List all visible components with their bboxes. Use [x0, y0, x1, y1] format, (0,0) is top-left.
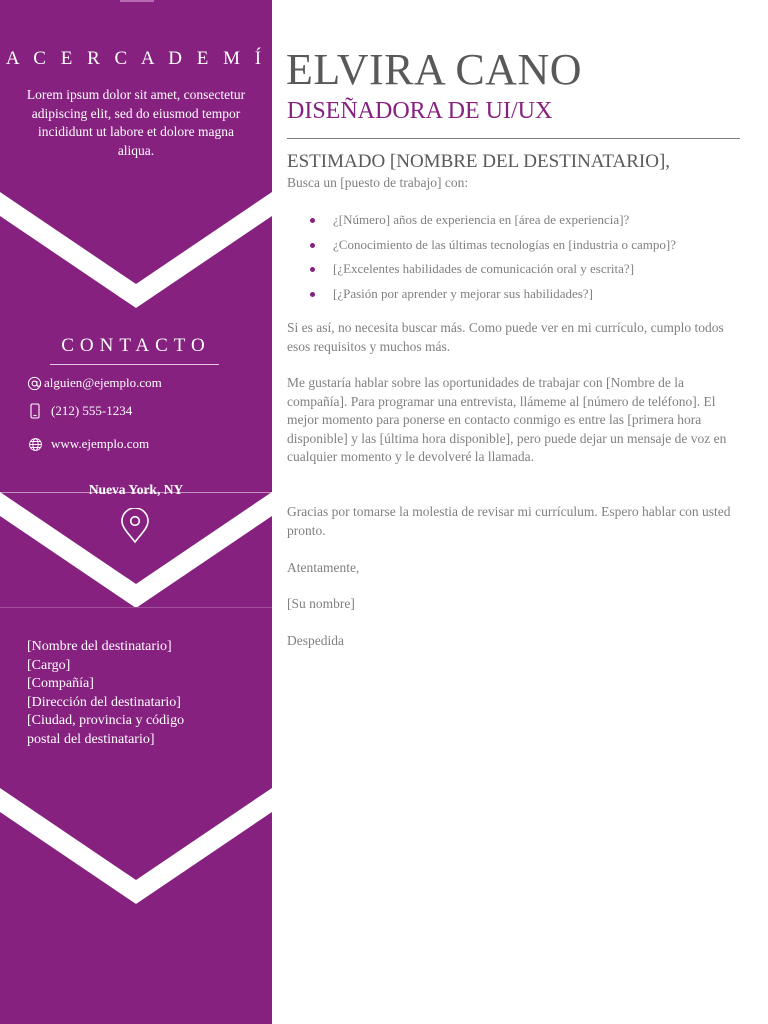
globe-icon — [26, 436, 44, 452]
letter-signature: [Su nombre] — [287, 596, 355, 611]
list-item: ¿Conocimiento de las últimas tecnologías en [industria o campo]? — [310, 237, 676, 262]
chevron-divider — [0, 788, 272, 908]
section-divider — [0, 607, 272, 608]
letter-salutation: ESTIMADO [NOMBRE DEL DESTINATARIO], — [287, 151, 671, 172]
letter-paragraph: Gracias por tomarse la molestia de revisar mi currículum. Espero hablar con usted pronto. — [287, 504, 731, 538]
top-accent-mark — [120, 0, 154, 2]
recipient-address — [27, 638, 257, 749]
contact-phone[interactable]: (212) 555-1234 — [51, 403, 133, 418]
requirements-list — [310, 212, 676, 310]
contact-phone-row[interactable] — [26, 401, 132, 421]
contact-city: Nueva York, NY — [88, 482, 184, 497]
letter-closing: Atentamente, — [287, 560, 360, 575]
contact-email[interactable]: alguien@ejemplo.com — [44, 375, 162, 390]
recipient-line: [Dirección del destinatario] — [27, 694, 181, 710]
letter-farewell: Despedida — [287, 633, 344, 648]
contact-title: CONTACTO — [61, 335, 211, 356]
list-item: ¿[Número] años de experiencia en [área de experiencia]? — [310, 212, 676, 237]
about-text: Lorem ipsum dolor sit amet, consectetur adipiscing elit, sed do eiusmod tempor incididunt ut labore et dolore magna aliqua. — [26, 87, 246, 158]
contact-email-row[interactable] — [26, 373, 162, 393]
mobile-phone-icon — [26, 403, 44, 419]
letter-intro: Busca un [puesto de trabajo] con: — [287, 175, 469, 190]
recipient-line: [Cargo] — [27, 657, 71, 673]
recipient-line: postal del destinatario] — [27, 731, 155, 747]
bullet-icon — [310, 267, 315, 272]
sidebar — [0, 0, 272, 1024]
letter-paragraph: Me gustaría hablar sobre las oportunidades de trabajar con [Nombre de la compañía]. Para programar una entrevista, llámeme al [número de teléfono]. El mejor momento para ponerse en contacto conmigo es entre las [primera hora disponible] y las [última hora disponible], pero puede dejar un mensaje de voz en cualquier momento y le devolveré la llamada. — [287, 375, 727, 464]
list-item: [¿Excelentes habilidades de comunicación oral y escrita?] — [310, 261, 676, 286]
bullet-icon — [310, 243, 315, 248]
applicant-role: DISEÑADORA DE UI/UX — [287, 98, 553, 124]
letter-paragraph: Si es así, no necesita buscar más. Como puede ver en mi currículo, cumplo todos esos requisitos y muchos más. — [287, 320, 724, 354]
recipient-line: [Ciudad, provincia y código — [27, 713, 185, 728]
about-title: A C E R C A D E M Í — [5, 48, 267, 69]
bullet-icon — [310, 218, 315, 223]
contact-divider — [50, 364, 219, 365]
recipient-line: [Nombre del destinatario] — [27, 639, 172, 654]
chevron-divider — [0, 192, 272, 312]
location-pin-icon — [120, 508, 150, 544]
at-sign-icon — [26, 375, 42, 391]
header-divider — [287, 138, 740, 139]
bullet-icon — [310, 292, 315, 297]
contact-website[interactable]: www.ejemplo.com — [51, 436, 150, 451]
recipient-line: [Compañía] — [27, 676, 94, 691]
contact-website-row[interactable] — [26, 434, 149, 454]
applicant-name: ELVIRA CANO — [286, 45, 583, 94]
list-item: [¿Pasión por aprender y mejorar sus habilidades?] — [310, 286, 676, 311]
